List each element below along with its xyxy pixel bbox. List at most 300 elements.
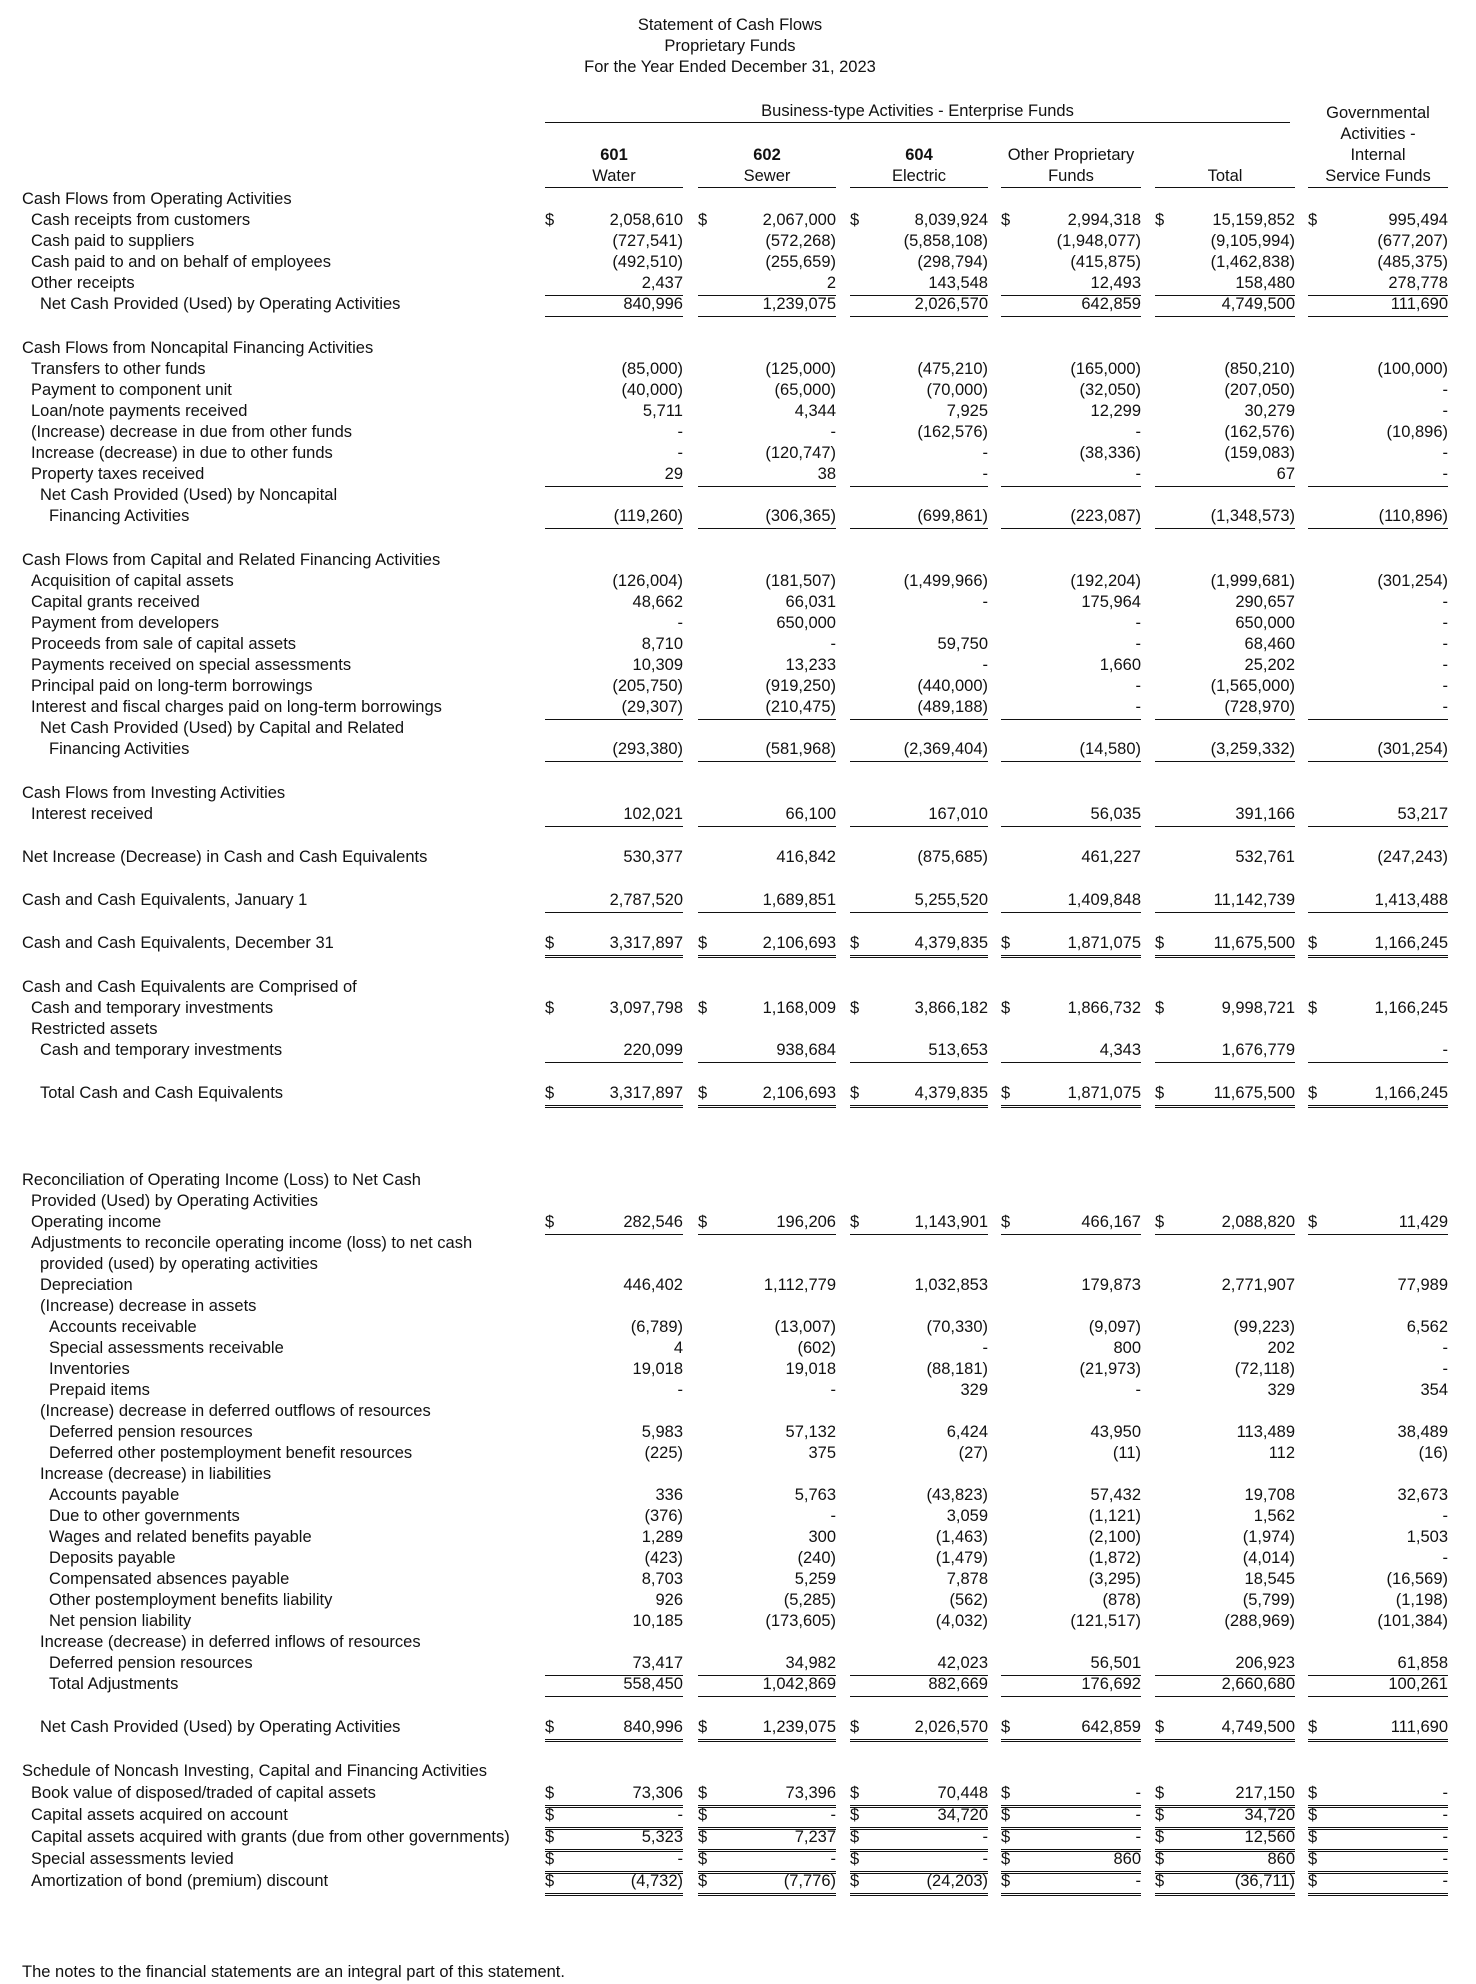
cell-value: - <box>677 614 683 632</box>
cell-internal-service <box>1308 1528 1448 1549</box>
cell-value: (4,732) <box>630 1872 683 1890</box>
cell-total <box>1155 1507 1295 1528</box>
cell-total <box>1155 656 1295 677</box>
dollar-sign: $ <box>850 1084 860 1102</box>
dollar-sign: $ <box>1001 211 1011 229</box>
cell-value: 938,684 <box>776 1041 836 1059</box>
table-row <box>0 507 1476 529</box>
cell-value: - <box>830 1806 836 1824</box>
cell-value: 196,206 <box>776 1213 836 1231</box>
dollar-sign: $ <box>545 211 555 229</box>
cell-water <box>545 253 683 274</box>
col-internal-line3: Internal <box>1350 146 1406 164</box>
cell-value: 1,289 <box>641 1528 683 1546</box>
cell-value: 68,460 <box>1244 635 1295 653</box>
cell-sewer <box>698 295 836 317</box>
table-row <box>0 1570 1476 1592</box>
dollar-sign: $ <box>698 1872 708 1890</box>
cell-value: (255,659) <box>765 253 836 271</box>
cell-value: (16,569) <box>1386 1570 1448 1588</box>
cell-internal-service <box>1308 805 1448 827</box>
cell-total <box>1155 572 1295 593</box>
cell-electric <box>850 677 988 698</box>
cell-total <box>1155 1041 1295 1063</box>
cell-value: - <box>1135 1381 1141 1399</box>
table-row <box>0 740 1476 762</box>
cell-water <box>545 444 683 465</box>
cell-total <box>1155 891 1295 913</box>
dollar-sign: $ <box>545 1806 555 1824</box>
cell-value: (1,974) <box>1242 1528 1295 1546</box>
row-label: Special assessments levied <box>31 1850 234 1868</box>
dollar-sign: $ <box>1001 1850 1011 1868</box>
cell-other <box>1001 1850 1141 1874</box>
cell-value: (225) <box>644 1444 683 1462</box>
table-row <box>0 551 1476 573</box>
cell-value: 56,035 <box>1090 805 1141 823</box>
cell-other <box>1001 360 1141 381</box>
dollar-sign: $ <box>698 1213 708 1231</box>
cell-value: 1,503 <box>1406 1528 1448 1546</box>
cell-value: 278,778 <box>1388 274 1448 292</box>
cell-electric <box>850 274 988 296</box>
cell-electric <box>850 1806 988 1830</box>
table-row <box>0 1213 1476 1235</box>
cell-electric <box>850 1360 988 1381</box>
cell-water <box>545 274 683 296</box>
cell-value: (120,747) <box>765 444 836 462</box>
cell-value: 73,306 <box>632 1784 683 1802</box>
cell-value: 167,010 <box>928 805 988 823</box>
cell-value: 6,562 <box>1406 1318 1448 1336</box>
cell-value: 860 <box>1113 1850 1141 1868</box>
cell-value: 2,106,693 <box>762 934 836 952</box>
cell-internal-service <box>1308 1444 1448 1465</box>
cell-sewer <box>698 1041 836 1063</box>
cell-value: 1,239,075 <box>762 1718 836 1736</box>
cell-sewer <box>698 465 836 487</box>
cell-value: (43,823) <box>926 1486 988 1504</box>
col-electric-rule <box>850 187 988 188</box>
title-line-2: Proprietary Funds <box>664 37 796 55</box>
row-label: Net pension liability <box>49 1612 192 1630</box>
cell-value: (11) <box>1112 1444 1141 1462</box>
col-electric-name: Electric <box>891 167 947 185</box>
cell-value: 112 <box>1268 1444 1295 1462</box>
cell-sewer <box>698 1339 836 1360</box>
col-electric-number: 604 <box>905 146 933 164</box>
cell-value: 30,279 <box>1244 402 1295 420</box>
cell-value: (247,243) <box>1377 848 1448 866</box>
cell-water <box>545 1570 683 1591</box>
cell-value: 2,088,820 <box>1221 1213 1295 1231</box>
cell-value: (3,259,332) <box>1210 740 1295 758</box>
dollar-sign: $ <box>1001 1828 1011 1846</box>
cell-water <box>545 848 683 869</box>
col-other-line2: Funds <box>1048 167 1094 185</box>
row-label: Cash and temporary investments <box>31 999 274 1017</box>
cell-value: 530,377 <box>623 848 683 866</box>
cell-value: (875,685) <box>917 848 988 866</box>
cell-sewer <box>698 1444 836 1465</box>
table-row <box>0 1654 1476 1676</box>
cell-other <box>1001 211 1141 232</box>
row-label: Interest received <box>31 805 153 823</box>
dollar-sign: $ <box>850 1850 860 1868</box>
row-label: Capital assets acquired on account <box>31 1806 288 1824</box>
group-header: Business-type Activities - Enterprise Funds <box>761 102 1074 120</box>
cell-value: (159,083) <box>1224 444 1295 462</box>
cell-sewer <box>698 593 836 614</box>
cell-value: (100,000) <box>1377 360 1448 378</box>
dollar-sign: $ <box>850 1213 860 1231</box>
cell-internal-service <box>1308 1718 1448 1742</box>
row-label: Property taxes received <box>31 465 205 483</box>
cell-internal-service <box>1308 572 1448 593</box>
cell-sewer <box>698 360 836 381</box>
cell-value: 1,166,245 <box>1374 999 1448 1017</box>
cell-other <box>1001 635 1141 656</box>
cell-electric <box>850 1041 988 1063</box>
dollar-sign: $ <box>698 1850 708 1868</box>
cell-internal-service <box>1308 381 1448 402</box>
dollar-sign: $ <box>850 1784 860 1802</box>
dollar-sign: $ <box>698 934 708 952</box>
cell-value: 9,998,721 <box>1221 999 1295 1017</box>
dollar-sign: $ <box>1308 1828 1318 1846</box>
cell-internal-service <box>1308 295 1448 317</box>
cell-sewer <box>698 1806 836 1830</box>
cell-value: 882,669 <box>928 1675 988 1693</box>
cell-value: 5,323 <box>641 1828 683 1846</box>
cell-other <box>1001 677 1141 698</box>
cell-value: (205,750) <box>612 677 683 695</box>
row-label: Cash and Cash Equivalents, December 31 <box>22 934 334 952</box>
cell-water <box>545 360 683 381</box>
cell-value: 2,994,318 <box>1067 211 1141 229</box>
cell-value: 4,344 <box>794 402 836 420</box>
dollar-sign: $ <box>698 211 708 229</box>
table-row <box>0 423 1476 445</box>
dollar-sign: $ <box>1155 1084 1165 1102</box>
cell-value: (376) <box>644 1507 683 1525</box>
cell-value: 143,548 <box>928 274 988 292</box>
cell-value: (4,014) <box>1242 1549 1295 1567</box>
cell-value: 5,259 <box>794 1570 836 1588</box>
table-row <box>0 1444 1476 1466</box>
cell-sewer <box>698 1784 836 1808</box>
dollar-sign: $ <box>1001 1213 1011 1231</box>
cell-value: 300 <box>808 1528 836 1546</box>
table-row <box>0 444 1476 466</box>
cell-value: 70,448 <box>937 1784 988 1802</box>
dollar-sign: $ <box>545 1213 555 1231</box>
cell-internal-service <box>1308 1591 1448 1612</box>
cell-total <box>1155 232 1295 253</box>
cell-value: - <box>1442 1339 1448 1357</box>
cell-value: (288,969) <box>1224 1612 1295 1630</box>
cell-value: 11,429 <box>1398 1213 1448 1231</box>
cell-value: (36,711) <box>1234 1872 1295 1890</box>
cell-value: (173,605) <box>765 1612 836 1630</box>
dollar-sign: $ <box>850 934 860 952</box>
cell-electric <box>850 381 988 402</box>
dollar-sign: $ <box>1001 1784 1011 1802</box>
cell-sewer <box>698 1718 836 1742</box>
cell-value: 38,489 <box>1397 1423 1448 1441</box>
row-label: (Increase) decrease in assets <box>40 1297 257 1315</box>
cell-value: - <box>1135 698 1141 716</box>
cell-value: 13,233 <box>785 656 836 674</box>
cell-internal-service <box>1308 1213 1448 1235</box>
col-internal-line4: Service Funds <box>1325 167 1431 185</box>
cell-value: (727,541) <box>612 232 683 250</box>
cell-internal-service <box>1308 1850 1448 1874</box>
dollar-sign: $ <box>698 999 708 1017</box>
cell-sewer <box>698 1828 836 1852</box>
cell-sewer <box>698 1850 836 1874</box>
cell-value: 11,675,500 <box>1213 1084 1295 1102</box>
cell-total <box>1155 1528 1295 1549</box>
cell-electric <box>850 1872 988 1896</box>
row-label: Deferred pension resources <box>49 1423 253 1441</box>
row-label: Deposits payable <box>49 1549 176 1567</box>
cell-value: - <box>1442 1784 1448 1802</box>
table-row <box>0 1850 1476 1872</box>
cell-total <box>1155 423 1295 444</box>
cell-other <box>1001 1549 1141 1570</box>
cell-value: (7,776) <box>783 1872 836 1890</box>
cell-value: 375 <box>808 1444 836 1462</box>
cell-water <box>545 1507 683 1528</box>
cell-total <box>1155 1828 1295 1852</box>
cell-value: 57,432 <box>1090 1486 1141 1504</box>
cell-total <box>1155 507 1295 529</box>
dollar-sign: $ <box>1155 1784 1165 1802</box>
cell-value: - <box>1442 593 1448 611</box>
cell-water <box>545 999 683 1020</box>
cell-value: 2,106,693 <box>762 1084 836 1102</box>
cell-value: (16) <box>1418 1444 1448 1462</box>
cell-value: (5,285) <box>783 1591 836 1609</box>
cell-water <box>545 677 683 698</box>
cell-value: (24,203) <box>926 1872 988 1890</box>
cell-other <box>1001 1084 1141 1108</box>
cell-value: (5,858,108) <box>903 232 988 250</box>
dollar-sign: $ <box>1001 1872 1011 1890</box>
cell-value: 4,379,835 <box>914 1084 988 1102</box>
cell-value: (6,789) <box>630 1318 683 1336</box>
cell-other <box>1001 593 1141 614</box>
cell-water <box>545 572 683 593</box>
cell-value: - <box>1442 1806 1448 1824</box>
cell-value: 4 <box>673 1339 683 1357</box>
cell-value: (125,000) <box>765 360 836 378</box>
table-row <box>0 1828 1476 1850</box>
cell-other <box>1001 1718 1141 1742</box>
cell-sewer <box>698 1213 836 1235</box>
cell-total <box>1155 1612 1295 1633</box>
cell-sewer <box>698 1612 836 1633</box>
cell-value: 558,450 <box>623 1675 683 1693</box>
cell-electric <box>850 1784 988 1808</box>
dollar-sign: $ <box>698 1084 708 1102</box>
cell-electric <box>850 232 988 253</box>
cell-value: 53,217 <box>1397 805 1448 823</box>
col-water-header <box>545 145 683 187</box>
cell-total <box>1155 1381 1295 1402</box>
cell-water <box>545 211 683 232</box>
row-label: Operating income <box>31 1213 162 1231</box>
cell-electric <box>850 1339 988 1360</box>
dollar-sign: $ <box>1155 1718 1165 1736</box>
cell-value: - <box>830 1381 836 1399</box>
cell-total <box>1155 1339 1295 1360</box>
cell-electric <box>850 1528 988 1549</box>
table-row <box>0 1192 1476 1214</box>
dollar-sign: $ <box>1308 1718 1318 1736</box>
cell-value: (1,872) <box>1088 1549 1141 1567</box>
cell-value: 4,343 <box>1099 1041 1141 1059</box>
table-row <box>0 1255 1476 1277</box>
cell-water <box>545 1549 683 1570</box>
table-row <box>0 1020 1476 1042</box>
cell-other <box>1001 1041 1141 1063</box>
cell-value: 19,018 <box>785 1360 836 1378</box>
row-label: Payment to component unit <box>31 381 232 399</box>
cell-sewer <box>698 999 836 1020</box>
cell-value: 2,026,570 <box>914 1718 988 1736</box>
cell-internal-service <box>1308 274 1448 296</box>
cell-total <box>1155 274 1295 296</box>
cell-total <box>1155 253 1295 274</box>
row-label: Provided (Used) by Operating Activities <box>31 1192 319 1210</box>
cell-internal-service <box>1308 402 1448 423</box>
cell-value: - <box>830 1850 836 1868</box>
cell-value: - <box>982 593 988 611</box>
cell-other <box>1001 402 1141 423</box>
cell-value: - <box>830 423 836 441</box>
col-other-line1: Other Proprietary <box>1007 146 1135 164</box>
row-label: Financing Activities <box>49 740 190 758</box>
cell-value: - <box>1442 614 1448 632</box>
cell-value: (301,254) <box>1377 740 1448 758</box>
col-internal-service-header <box>1308 103 1448 187</box>
cell-electric <box>850 211 988 232</box>
cell-internal-service <box>1308 1276 1448 1297</box>
cell-value: 5,983 <box>641 1423 683 1441</box>
cell-value: (1,479) <box>935 1549 988 1567</box>
row-label: (Increase) decrease in due from other funds <box>31 423 353 441</box>
cell-internal-service <box>1308 1675 1448 1697</box>
row-label: Depreciation <box>40 1276 133 1294</box>
cell-sewer <box>698 891 836 913</box>
cell-value: 61,858 <box>1397 1654 1448 1672</box>
col-sewer-number: 602 <box>753 146 781 164</box>
cell-value: (850,210) <box>1224 360 1295 378</box>
row-label: Proceeds from sale of capital assets <box>31 635 297 653</box>
cell-water <box>545 1675 683 1697</box>
cell-water <box>545 507 683 529</box>
cell-value: 416,842 <box>776 848 836 866</box>
cell-water <box>545 1612 683 1633</box>
cell-value: (602) <box>797 1339 836 1357</box>
cell-sewer <box>698 402 836 423</box>
cell-value: 282,546 <box>623 1213 683 1231</box>
cell-value: (38,336) <box>1079 444 1141 462</box>
cell-water <box>545 295 683 317</box>
table-row <box>0 1381 1476 1403</box>
cell-sewer <box>698 274 836 296</box>
cell-value: (1,499,966) <box>903 572 988 590</box>
cell-value: 1,112,779 <box>763 1276 836 1294</box>
cell-electric <box>850 295 988 317</box>
cell-value: - <box>677 444 683 462</box>
cell-sewer <box>698 1872 836 1896</box>
dollar-sign: $ <box>1155 934 1165 952</box>
table-row <box>0 698 1476 720</box>
cell-value: (27) <box>958 1444 988 1462</box>
cell-value: (878) <box>1102 1591 1141 1609</box>
cell-water <box>545 1806 683 1830</box>
cell-value: (475,210) <box>917 360 988 378</box>
dollar-sign: $ <box>850 1718 860 1736</box>
dollar-sign: $ <box>545 1850 555 1868</box>
cell-value: 11,675,500 <box>1213 934 1295 952</box>
row-label: Deferred pension resources <box>49 1654 253 1672</box>
cell-water <box>545 1213 683 1235</box>
cell-total <box>1155 999 1295 1020</box>
cell-value: 48,662 <box>632 593 683 611</box>
table-row <box>0 891 1476 913</box>
dollar-sign: $ <box>1308 1872 1318 1890</box>
cell-value: 59,750 <box>937 635 988 653</box>
cell-internal-service <box>1308 1654 1448 1676</box>
cell-value: 642,859 <box>1081 295 1141 313</box>
cell-electric <box>850 507 988 529</box>
cell-other <box>1001 1570 1141 1591</box>
table-row <box>0 978 1476 1000</box>
cell-value: - <box>1135 465 1141 483</box>
dollar-sign: $ <box>545 934 555 952</box>
cell-sewer <box>698 572 836 593</box>
cell-value: 8,710 <box>641 635 683 653</box>
dollar-sign: $ <box>1001 999 1011 1017</box>
row-label: Cash Flows from Noncapital Financing Activities <box>22 339 374 357</box>
row-label: Special assessments receivable <box>49 1339 284 1357</box>
cell-electric <box>850 465 988 487</box>
cell-value: - <box>1135 677 1141 695</box>
cell-other <box>1001 1784 1141 1808</box>
cell-value: - <box>1442 677 1448 695</box>
cell-value: 175,964 <box>1081 593 1141 611</box>
cell-sewer <box>698 614 836 635</box>
cell-value: (121,517) <box>1070 1612 1141 1630</box>
cell-value: (32,050) <box>1079 381 1141 399</box>
cell-value: (423) <box>644 1549 683 1567</box>
cell-value: 800 <box>1113 1339 1141 1357</box>
cell-water <box>545 1654 683 1676</box>
row-label: Interest and fiscal charges paid on long-term borrowings <box>31 698 442 716</box>
cell-value: 5,763 <box>794 1486 836 1504</box>
cell-sewer <box>698 1318 836 1339</box>
row-label: Capital grants received <box>31 593 200 611</box>
cell-water <box>545 1828 683 1852</box>
cell-internal-service <box>1308 232 1448 253</box>
cell-value: 15,159,852 <box>1212 211 1295 229</box>
cell-value: 12,299 <box>1090 402 1141 420</box>
cell-other <box>1001 1318 1141 1339</box>
